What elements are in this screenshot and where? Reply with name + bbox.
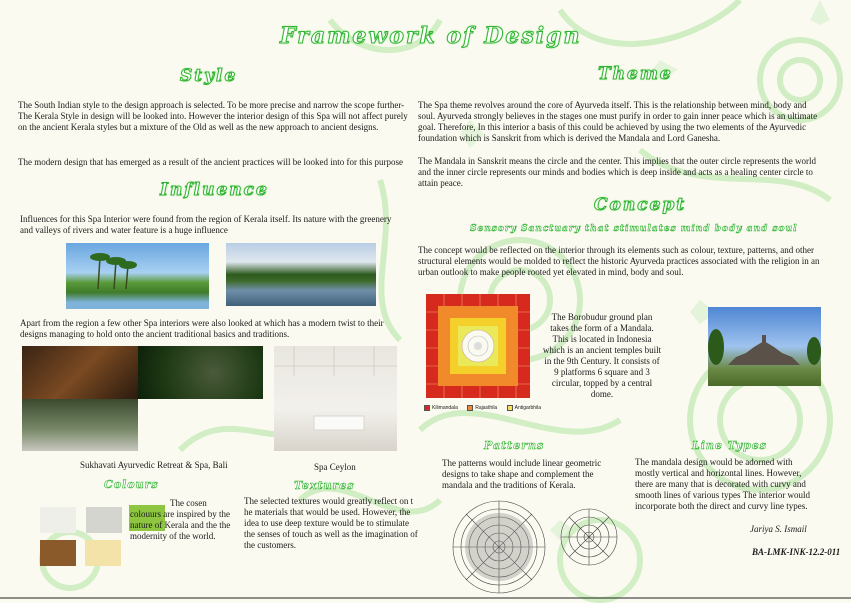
colour-swatch-4 [40,540,76,566]
legend-item [424,405,458,411]
kerala-backwaters-photo [226,243,376,306]
style-paragraph-2: The modern design that has emerged as a result of the ancient practices will be looked into for this purpose [18,157,403,167]
spa-ceylon-photo [274,346,397,451]
colours-heading: Colours [104,478,159,491]
colours-text: The cosen colouurs are inspired by the nature of Kerala and the the modernity of the world. [130,498,231,541]
linetypes-text: The mandala design would be adorned with mostly vertical and horizontal lines. However, there are many that is decorated with curvy and smooth lines of various types The interior would incorporate both the direct and curvy line types. [635,457,811,511]
influence-paragraph-2: Apart from the region a few other Spa interiors were also looked at which has a modern twist to their designs managing to hold onto the ancient traditional basics and traditions. [20,318,384,339]
theme-paragraph-2: The Mandala in Sanskrit means the circle and the center. This implies that the outer circle represents the world and the inner circle represents our minds and bodies which is deep inside and acts as a healing center circle to attain peace. [418,156,816,188]
caption-sukhavati: Sukhavati Ayurvedic Retreat & Spa, Bali [80,460,228,470]
colour-swatch-5 [85,540,121,566]
theme-heading: Theme [598,64,673,84]
colour-swatch-2 [86,507,122,533]
patterns-heading: Patterns [484,439,545,452]
patterns-text: The patterns would include linear geometric designs to take shape and complement the mandala and the traditions of Kerala. [442,458,602,490]
concept-paragraph: The concept would be reflected on the interior through its elements such as colour, texture, patterns, and other structural elements would be molded to reflect the historic Ayurveda practices associated with the religion in an urban outlook to make people rooted yet elevated in mind, body and soul. [418,245,820,277]
bali-spa-room-photo [22,346,138,399]
author-signature: Jariya S. Ismail [750,524,807,534]
legend-label-1: Kilimandala [432,405,458,411]
borobudur-photo [708,307,821,386]
legend-label-3: Antigarbhila [514,405,542,411]
style-heading: Style [180,66,238,86]
style-paragraph-1: The South Indian style to the design approach is selected. To be more precise and narrow the scope further- The Kerala Style in design will be looked into. However the interior design of this Spa will not affect purely on the ancient Kerala styles but a mixture of the Old as well as the new approach to ancient designs. [18,100,408,132]
page-title: Framework of Design [280,23,582,49]
influence-heading: Influence [160,180,269,200]
legend-item [467,405,497,411]
kerala-palms-photo [66,243,209,309]
mandala-pattern-1 [451,499,547,595]
mandala-pattern-2 [559,499,619,575]
linetypes-heading: Line Types [692,439,767,452]
theme-paragraph-1: The Spa theme revolves around the core of Ayurveda itself. This is the relationship between mind, body and soul. Ayurveda strongly believes in the stages one must purify in order to gain inner peace which is an ultimate goal. Therefore, In this interior a basis of this could be achieved by using the two elements of the Ayurvedic foundation which is Sanskrit from which is derived the Mandala and Lord Ganesha. [418,100,818,143]
legend-item [507,405,541,411]
caption-spa-ceylon: Spa Ceylon [314,462,356,472]
mandala-legend [424,405,549,413]
legend-label-2: Rajasthila [475,405,498,411]
mandala-plan-diagram [424,292,532,400]
concept-heading: Concept [594,195,687,215]
concept-subheading: Sensory Sanctuary that stimulates mind body and soul [470,224,798,234]
document-code: BA-LMK-INK-12.2-011 [752,547,841,557]
colour-swatch-1 [40,507,76,533]
textures-heading: Textures [294,479,355,492]
borobudur-text: The Borobudur ground plan takes the form of a Mandala. This is located in Indonesia which is an ancient temples built in the 9th Century. It consists of 9 platforms 6 square and 3 circular, topped by a central dome. [542,312,662,399]
bali-garden-photo [138,346,263,399]
textures-text: The selected textures would greatly reflect on t he materials that would be used. However, the idea to use deep texture would be to stimulate the senses of touch as well as the imagination of the customers. [244,496,418,550]
bali-pavilion-photo [22,399,138,451]
influence-paragraph-1: Influences for this Spa Interior were found from the region of Kerala itself. Its nature with the greenery and valleys of rivers and water feature is a huge influence [20,214,392,235]
